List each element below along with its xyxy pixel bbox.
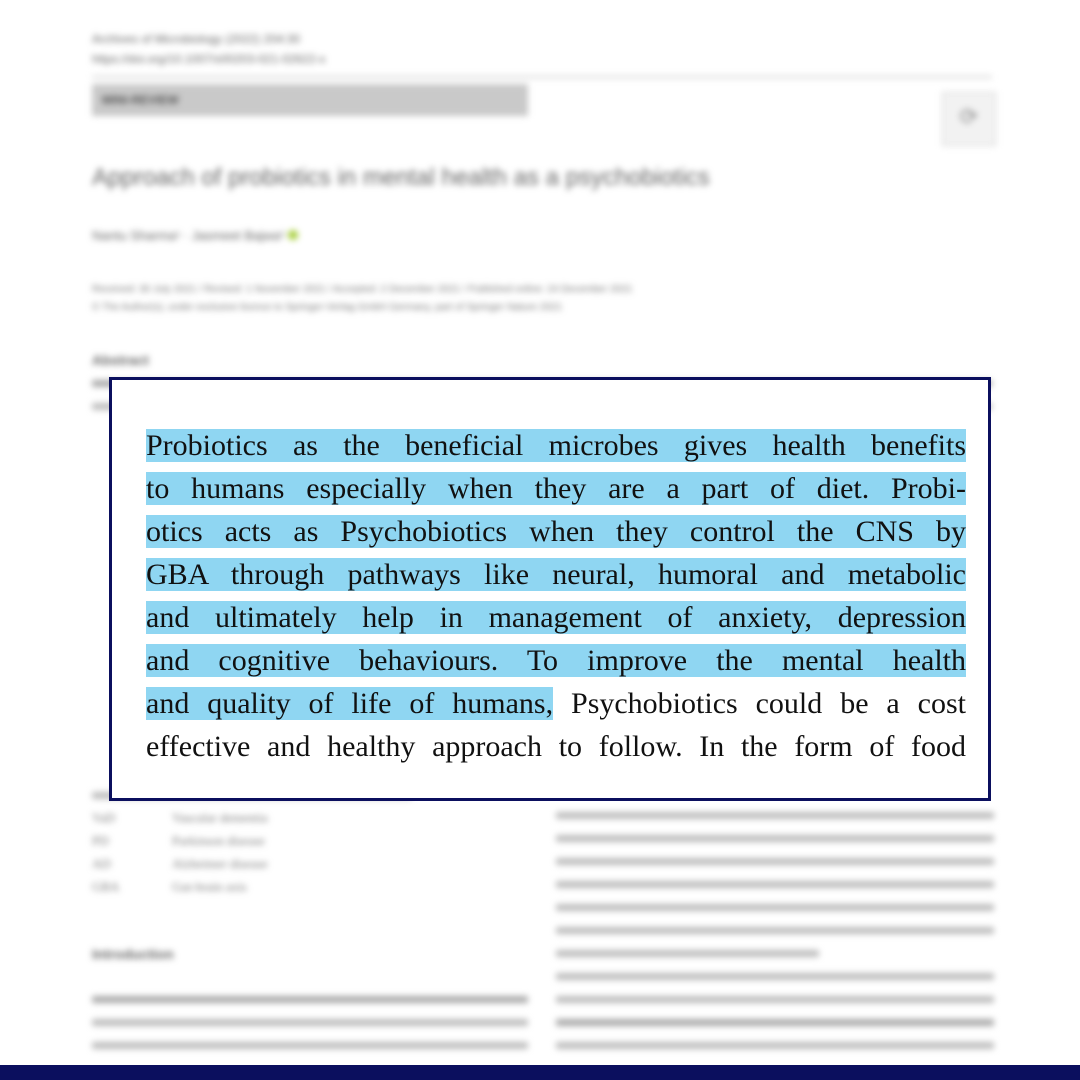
highlighted-text: and cognitive behaviours. To improve the mental health xyxy=(146,644,966,677)
highlighted-text: otics acts as Psychobiotics when they control the CNS by xyxy=(146,515,966,548)
abstract-heading: Abstract xyxy=(92,352,149,368)
authors-text: Nantu Sharma¹ · Jasmeet Bajwa² xyxy=(92,228,285,243)
highlighted-text: and ultimately help in management of anxiety, depression xyxy=(146,601,966,634)
doi-link[interactable]: https://doi.org/10.1007/s00203-021-02622-x xyxy=(92,52,326,66)
excerpt-line xyxy=(146,467,964,510)
excerpt-line xyxy=(146,424,964,467)
excerpt-line xyxy=(146,725,964,768)
check-for-updates-icon[interactable]: ⟳ xyxy=(942,92,996,146)
right-column-lines xyxy=(556,812,994,1065)
orcid-icon[interactable] xyxy=(288,230,298,240)
bottom-band xyxy=(0,1065,1080,1080)
highlighted-text: and quality of life of humans, xyxy=(146,687,554,720)
excerpt-line xyxy=(146,682,967,725)
plain-text: effective and healthy approach to follow. In the form of food xyxy=(146,730,966,763)
journal-citation: Archives of Microbiology (2022) 204:30 xyxy=(92,32,301,46)
highlighted-text: to humans especially when they are a part of diet. Probi- xyxy=(146,472,966,505)
header-rule xyxy=(92,76,992,78)
highlighted-text: GBA through pathways like neural, humoral and metabolic xyxy=(146,558,966,591)
copyright-notice: © The Author(s), under exclusive licence to Springer-Verlag GmbH Germany, part of Springer Nature 2021 xyxy=(92,302,562,313)
abbreviation-row: AD Alzheimer disease xyxy=(92,856,268,871)
highlighted-text: Probiotics as the beneficial microbes gives health benefits xyxy=(146,429,966,462)
plain-text: Psychobiotics could be a cost xyxy=(553,687,967,720)
article-type-banner: MINI-REVIEW xyxy=(92,84,528,116)
article-dates: Received: 30 July 2021 / Revised: 1 November 2021 / Accepted: 2 December 2021 / Published online: 24 December 2021 xyxy=(92,284,633,295)
introduction-body-lines xyxy=(92,996,528,1065)
zoom-callout xyxy=(109,377,991,801)
excerpt-line xyxy=(146,510,964,553)
excerpt-line xyxy=(146,596,964,639)
excerpt-line xyxy=(146,553,964,596)
article-title: Approach of probiotics in mental health as a psychobiotics xyxy=(92,164,710,191)
abbreviation-row: PD Parkinson disease xyxy=(92,833,265,848)
introduction-heading: Introduction xyxy=(92,946,174,962)
author-list xyxy=(92,228,306,243)
highlighted-excerpt xyxy=(146,424,967,768)
excerpt-line xyxy=(146,639,964,682)
abbreviation-row: VaD Vascular dementia xyxy=(92,810,268,825)
abbreviation-row: GBA Gut-brain axis xyxy=(92,879,247,894)
